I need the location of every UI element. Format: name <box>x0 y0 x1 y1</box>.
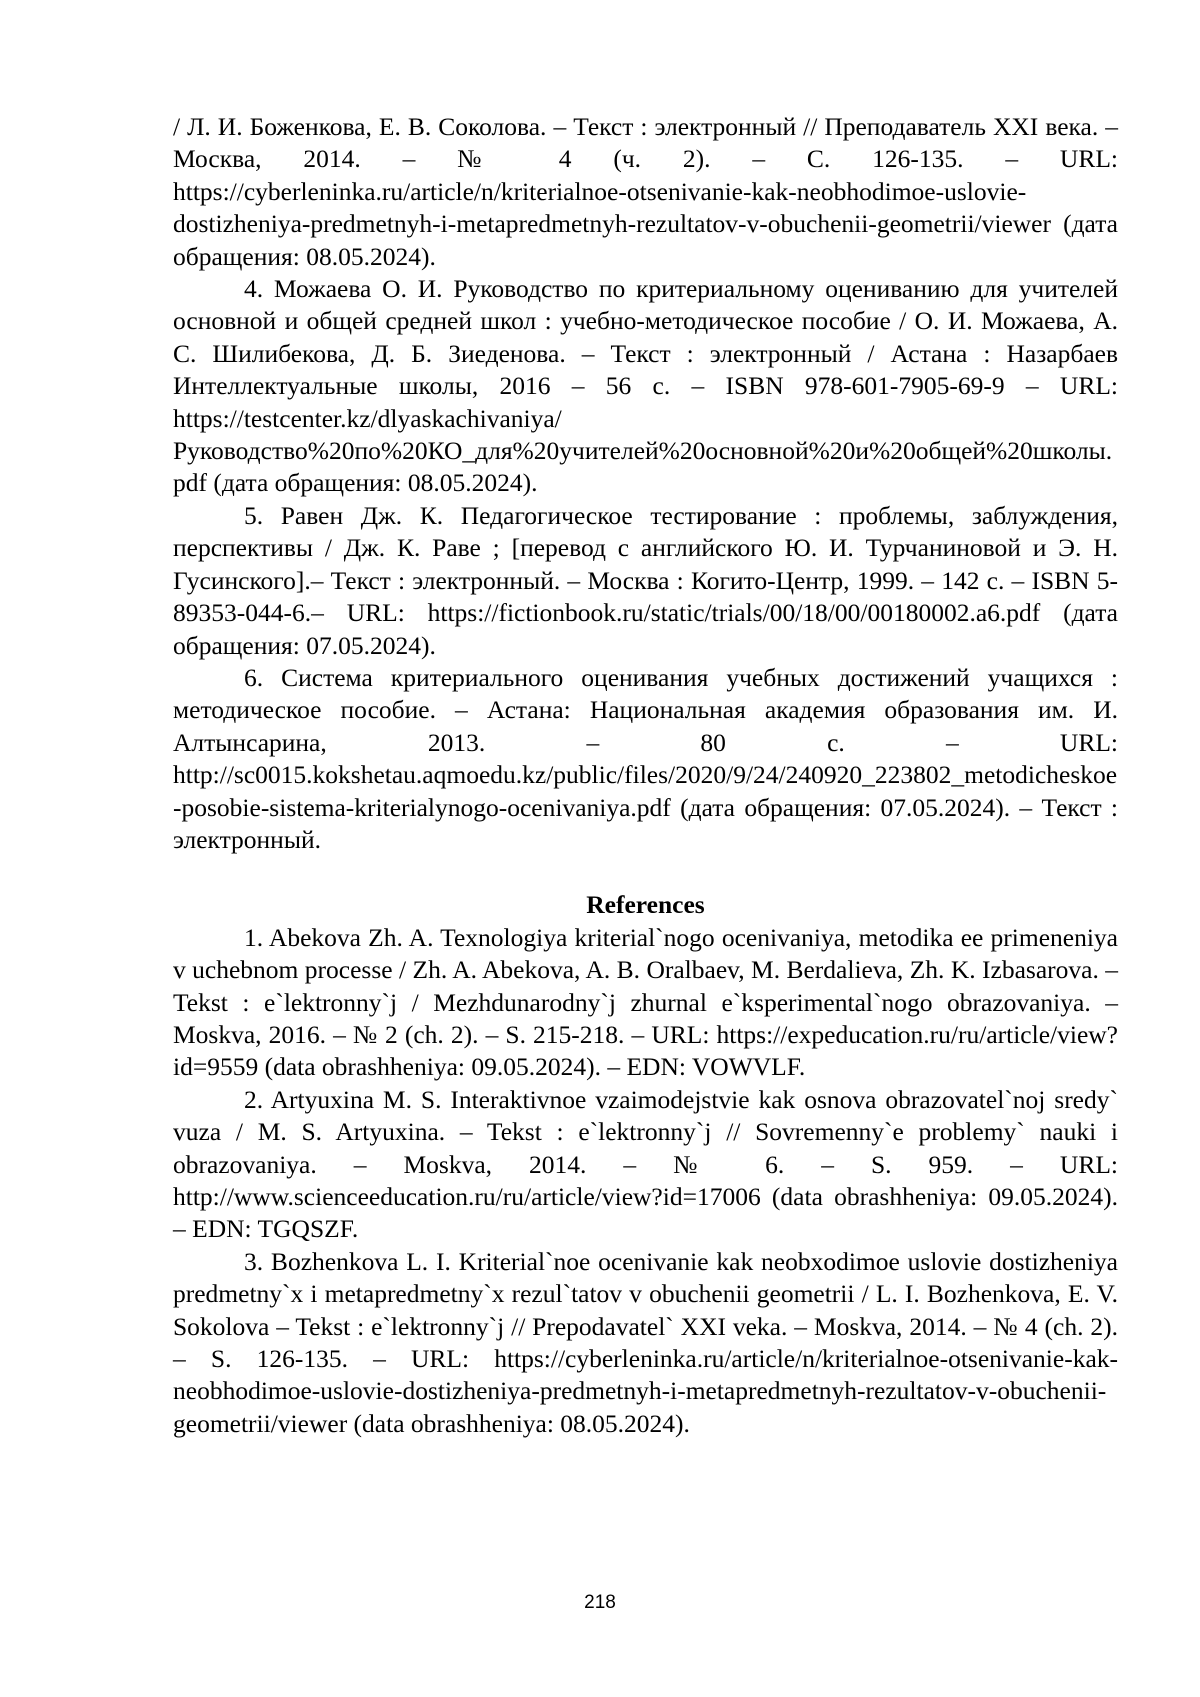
english-reference-item-1: 1. Abekova Zh. A. Texnologiya kriterial`nogo ocenivaniya, metodika ee primeneniya v uchebnom processe / Zh. A. Abekova, A. B. Oralbaev, M. Berdalieva, Zh. K. Izbasarova. – Tekst : e`lektronny`j / Mezhdunarodny`j zhurnal e`ksperimental`nogo obrazovaniya. – Moskva, 2016. – № 2 (ch. 2). – S. 215-218. – URL: https://expeducation.ru/ru/article/view?id=9559 (data obrashheniya: 09.05.2024). – EDN: VOWVLF. <box>173 922 1118 1082</box>
references-heading: References <box>586 890 705 920</box>
reference-item-4: 4. Можаева О. И. Руководство по критериальному оцениванию для учителей основной и общей средней школ : учебно-методическое пособие / О. И. Можаева, А. С. Шилибекова, Д. Б. Зиеденова. – Текст : электронный / Астана : Назарбаев Интеллектуальные школы, 2016 – 56 с. – ISBN 978-601-7905-69-9 – URL: https://testcenter.kz/dlyaskachivaniya/Руководство%20по%20КО_для%20учителей%20основной%20и%20общей%20школы.pdf (дата обращения: 08.05.2024). <box>173 274 1118 498</box>
page-number: 218 <box>584 1592 616 1613</box>
english-reference-item-2: 2. Artyuxina M. S. Interaktivnoe vzaimodejstvie kak osnova obrazovatel`noj sredy` vuza / M. S. Artyuxina. – Tekst : e`lektronny`j // Sovremenny`e problemy` nauki i obrazovaniya. – Moskva, 2014. – № 6. – S. 959. – URL: http://www.scienceeducation.ru/ru/article/view?id=17006 (data obrashheniya: 09.05.2024). – EDN: TGQSZF. <box>173 1084 1118 1244</box>
page-content <box>173 111 1118 1440</box>
section-spacer <box>173 856 1118 889</box>
reference-item-6: 6. Система критериального оценивания учебных достижений учащихся : методическое пособие. – Астана: Национальная академия образования им. И. Алтынсарина, 2013. – 80 с. – URL: http://sc0015.kokshetau.aqmoedu.kz/public/files/2020/9/24/240920_223802_metodicheskoe-posobie-sistema-kriterialynogo-ocenivaniya.pdf (дата обращения: 07.05.2024). – Текст : электронный. <box>173 662 1118 854</box>
reference-continuation: / Л. И. Боженкова, Е. В. Соколова. – Текст : электронный // Преподаватель XXI века. – Москва, 2014. – № 4 (ч. 2). – С. 126-135. – URL: https://cyberleninka.ru/article/n/kriterialnoe-otsenivanie-kak-neobhodimoe-uslovie-dostizheniya-predmetnyh-i-metapredmetnyh-rezultatov-v-obuchenii-geometrii/viewer (дата обращения: 08.05.2024). <box>173 112 1118 271</box>
english-reference-item-3: 3. Bozhenkova L. I. Kriterial`noe ocenivanie kak neobxodimoe uslovie dostizheniya predmetny`x i metapredmetny`x rezul`tatov v obuchenii geometrii / L. I. Bozhenkova, E. V. Sokolova – Tekst : e`lektronny`j // Prepodavatel` XXI veka. – Moskva, 2014. – № 4 (ch. 2). – S. 126-135. – URL: https://cyberleninka.ru/article/n/kriterialnoe-otsenivanie-kak-neobhodimoe-uslovie-dostizheniya-predmetnyh-i-metapredmetnyh-rezultatov-v-obuchenii-geometrii/viewer (data obrashheniya: 08.05.2024). <box>173 1246 1118 1438</box>
reference-item-5: 5. Равен Дж. К. Педагогическое тестирование : проблемы, заблуждения, перспективы / Дж. К. Раве ; [перевод с английского Ю. И. Турчаниновой и Э. Н. Гусинского].– Текст : электронный. – Москва : Когито-Центр, 1999. – 142 с. – ISBN 5-89353-044-6.– URL: https://fictionbook.ru/static/trials/00/18/00/00180002.a6.pdf (дата обращения: 07.05.2024). <box>173 500 1118 660</box>
